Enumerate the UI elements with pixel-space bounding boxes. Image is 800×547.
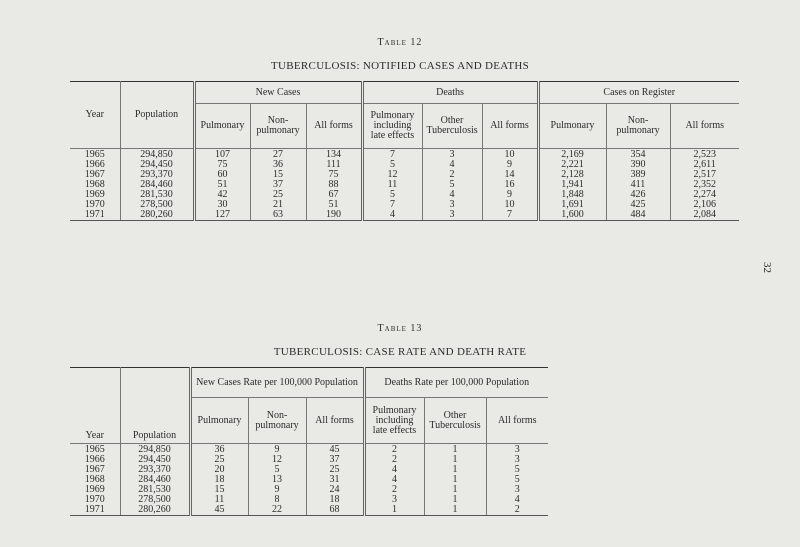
table-cell: 14	[482, 170, 538, 180]
col-header: All forms	[482, 104, 538, 149]
col-population: Population	[120, 368, 190, 444]
table-cell: 281,530	[120, 190, 194, 200]
col-header: Pulmonary	[190, 398, 248, 444]
table-cell: 24	[306, 485, 364, 495]
table-cell: 280,260	[120, 210, 194, 221]
table-cell: 4	[422, 160, 482, 170]
table-cell: 36	[250, 160, 306, 170]
table-cell: 9	[248, 485, 306, 495]
table-cell: 67	[306, 190, 362, 200]
table-cell: 20	[190, 465, 248, 475]
table-cell: 7	[482, 210, 538, 221]
table-cell: 1970	[84, 494, 105, 505]
table-row	[70, 210, 739, 221]
table-cell: 42	[194, 190, 250, 200]
table-cell: 15	[190, 485, 248, 495]
table-cell: 4	[486, 495, 548, 505]
table-row	[70, 505, 548, 516]
table-cell: 18	[190, 475, 248, 485]
table-cell: 3	[486, 485, 548, 495]
table-cell: 1968	[84, 474, 105, 485]
table-cell: 1971	[70, 210, 120, 221]
table-cell: 426	[606, 190, 670, 200]
table-cell: 10	[482, 200, 538, 210]
table-cell: 7	[362, 200, 422, 210]
table-cell: 3	[422, 149, 482, 161]
table-cell: 25	[190, 455, 248, 465]
table-cell: 1	[424, 475, 486, 485]
table-cell: 134	[306, 149, 362, 161]
table-cell: 1,848	[538, 190, 606, 200]
col-header: Non-pulmonary	[606, 104, 670, 149]
page-number: 32	[761, 262, 773, 273]
table-cell: 1	[424, 465, 486, 475]
table-cell: 2	[364, 455, 424, 465]
table-cell: 2,274	[670, 190, 739, 200]
table-cell: 284,460	[120, 180, 194, 190]
table-cell: 30	[194, 200, 250, 210]
table-cell: 2	[364, 485, 424, 495]
group-new-cases: New Cases	[194, 82, 362, 104]
table-cell: 9	[482, 160, 538, 170]
table-cell: 484	[606, 210, 670, 221]
table-cell: 2,221	[538, 160, 606, 170]
table-cell: 88	[306, 180, 362, 190]
table-cell: 4	[364, 475, 424, 485]
table-cell: 411	[606, 180, 670, 190]
table-cell: 3	[486, 444, 548, 456]
table-cell: 1968	[84, 179, 105, 190]
table-cell: 60	[194, 170, 250, 180]
table-cell: 37	[250, 180, 306, 190]
col-header: Pulmonary	[538, 104, 606, 149]
table-cell: 1,941	[538, 180, 606, 190]
table-cell: 7	[362, 149, 422, 161]
table-cell: 2,352	[670, 180, 739, 190]
table-cell: 2,169	[538, 149, 606, 161]
table12-label: Table 12	[377, 37, 423, 48]
table13-title: TUBERCULOSIS: CASE RATE AND DEATH RATE	[273, 346, 527, 358]
table-cell: 11	[362, 180, 422, 190]
table-cell: 1966	[84, 454, 105, 465]
table-cell: 1,691	[538, 200, 606, 210]
table-cell: 31	[306, 475, 364, 485]
table-cell: 1970	[84, 199, 105, 210]
table-cell: 11	[190, 495, 248, 505]
table-cell: 1966	[84, 159, 105, 170]
group-new-cases-rate: New Cases Rate per 100,000 Population	[190, 368, 364, 398]
table-cell: 68	[306, 505, 364, 516]
table-cell: 294,450	[120, 455, 190, 465]
table-cell: 5	[422, 180, 482, 190]
table-cell: 389	[606, 170, 670, 180]
table-cell: 25	[306, 465, 364, 475]
col-header: Non-pulmonary	[248, 398, 306, 444]
table-cell: 51	[306, 200, 362, 210]
table-cell: 2,128	[538, 170, 606, 180]
table-cell: 5	[248, 465, 306, 475]
table-cell: 1	[424, 485, 486, 495]
table-cell: 5	[362, 160, 422, 170]
group-deaths: Deaths	[362, 82, 538, 104]
table-cell: 293,370	[120, 465, 190, 475]
table-cell: 1965	[84, 149, 105, 160]
table-cell: 4	[362, 210, 422, 221]
table-cell: 1965	[84, 444, 105, 455]
table-cell: 45	[306, 444, 364, 456]
table-cell: 12	[362, 170, 422, 180]
table-cell: 1	[424, 495, 486, 505]
table-cell: 4	[422, 190, 482, 200]
table-cell: 2,523	[670, 149, 739, 161]
table-cell: 294,450	[120, 160, 194, 170]
col-header: Pulmonary including late effects	[364, 398, 424, 444]
col-header: Pulmonary	[194, 104, 250, 149]
table-cell: 2,084	[670, 210, 739, 221]
table-cell: 3	[422, 210, 482, 221]
table-cell: 425	[606, 200, 670, 210]
table-cell: 1967	[84, 169, 105, 180]
table-cell: 22	[248, 505, 306, 516]
table-cell: 390	[606, 160, 670, 170]
table-cell: 294,850	[120, 444, 190, 456]
table-cell: 3	[364, 495, 424, 505]
table-cell: 75	[306, 170, 362, 180]
table-cell: 15	[250, 170, 306, 180]
table12-notified-cases	[70, 81, 739, 221]
col-header: Non-pulmonary	[250, 104, 306, 149]
col-year: Year	[70, 368, 120, 444]
table-cell: 127	[194, 210, 250, 221]
group-cases-on-register: Cases on Register	[538, 82, 739, 104]
table13-label: Table 13	[377, 323, 423, 334]
table-cell: 75	[194, 160, 250, 170]
col-header: All forms	[486, 398, 548, 444]
table-cell: 12	[248, 455, 306, 465]
table-cell: 1969	[84, 189, 105, 200]
table-cell: 294,850	[120, 149, 194, 161]
table-cell: 1971	[70, 505, 120, 516]
table-cell: 3	[422, 200, 482, 210]
col-header: All forms	[670, 104, 739, 149]
table-cell: 2,611	[670, 160, 739, 170]
col-header: All forms	[306, 398, 364, 444]
col-header: Other Tuberculosis	[422, 104, 482, 149]
table13-case-death-rate	[70, 367, 548, 516]
table-cell: 1	[424, 455, 486, 465]
table-cell: 13	[248, 475, 306, 485]
table-cell: 1967	[84, 464, 105, 475]
table-cell: 3	[486, 455, 548, 465]
table-cell: 16	[482, 180, 538, 190]
table-cell: 25	[250, 190, 306, 200]
table-cell: 8	[248, 495, 306, 505]
table-cell: 63	[250, 210, 306, 221]
table-cell: 280,260	[120, 505, 190, 516]
table-cell: 2	[364, 444, 424, 456]
table-cell: 21	[250, 200, 306, 210]
table-cell: 278,500	[120, 495, 190, 505]
table-cell: 18	[306, 495, 364, 505]
table-cell: 5	[486, 465, 548, 475]
col-header: Other Tuberculosis	[424, 398, 486, 444]
table-cell: 10	[482, 149, 538, 161]
table-cell: 111	[306, 160, 362, 170]
table-cell: 354	[606, 149, 670, 161]
col-header: All forms	[306, 104, 362, 149]
table-cell: 1969	[84, 484, 105, 495]
table-cell: 2	[486, 505, 548, 516]
group-deaths-rate: Deaths Rate per 100,000 Population	[364, 368, 548, 398]
table-cell: 1	[364, 505, 424, 516]
col-header: Pulmonary including late effects	[362, 104, 422, 149]
col-year: Year	[70, 82, 120, 149]
table-cell: 1	[424, 444, 486, 456]
table-cell: 293,370	[120, 170, 194, 180]
table-cell: 2,106	[670, 200, 739, 210]
table-cell: 1	[424, 505, 486, 516]
table-cell: 281,530	[120, 485, 190, 495]
table-cell: 2	[422, 170, 482, 180]
table-cell: 284,460	[120, 475, 190, 485]
table-cell: 9	[248, 444, 306, 456]
table-cell: 2,517	[670, 170, 739, 180]
table-cell: 4	[364, 465, 424, 475]
table-cell: 36	[190, 444, 248, 456]
table-cell: 278,500	[120, 200, 194, 210]
table-cell: 51	[194, 180, 250, 190]
table-cell: 190	[306, 210, 362, 221]
table-cell: 9	[482, 190, 538, 200]
table12-title: TUBERCULOSIS: NOTIFIED CASES AND DEATHS	[271, 60, 529, 72]
table-cell: 45	[190, 505, 248, 516]
table-cell: 1,600	[538, 210, 606, 221]
col-population: Population	[120, 82, 194, 149]
table-cell: 5	[486, 475, 548, 485]
table-cell: 107	[194, 149, 250, 161]
table-cell: 37	[306, 455, 364, 465]
table-cell: 5	[362, 190, 422, 200]
table-cell: 27	[250, 149, 306, 161]
